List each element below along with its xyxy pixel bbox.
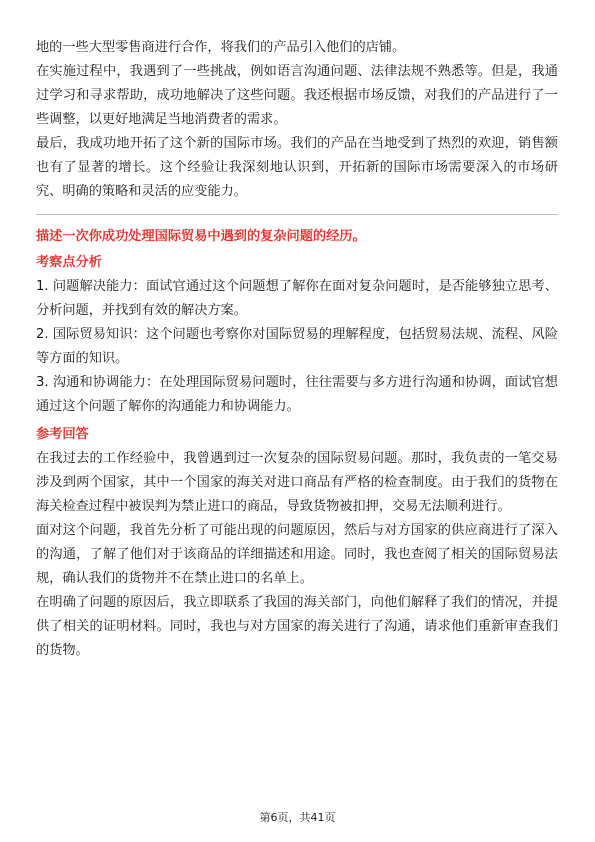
section-divider [36,214,558,215]
page-content [36,36,558,663]
analysis-item-3: 3. 沟通和协调能力：在处理国际贸易问题时，往往需要与多方进行沟通和协调，面试官想通过这个问题了解你的沟通能力和协调能力。 [36,375,558,414]
intro-paragraph-1: 地的一些大型零售商进行合作，将我们的产品引入他们的店铺。 [36,40,406,55]
analysis-item-1: 1. 问题解决能力：面试官通过这个问题想了解你在面对复杂问题时，是否能够独立思考、分析问题，并找到有效的解决方案。 [36,279,558,318]
analysis-heading: 考察点分析 [36,255,102,270]
answer-heading: 参考回答 [36,427,89,442]
question-title: 描述一次你成功处理国际贸易中遇到的复杂问题的经历。 [36,229,366,244]
intro-paragraph-2: 在实施过程中，我遇到了一些挑战，例如语言沟通问题、法律法规不熟悉等。但是，我通过学习和寻求帮助，成功地解决了这些问题。我还根据市场反馈，对我们的产品进行了一些调整，以更好地满足当地消费者的需求。 [36,64,558,127]
page-number-footer: 第6页，共41页 [259,811,336,824]
answer-paragraph-2: 面对这个问题，我首先分析了可能出现的问题原因，然后与对方国家的供应商进行了深入的沟通，了解了他们对于该商品的详细描述和用途。同时，我也查阅了相关的国际贸易法规，确认我们的货物并不在禁止进口的名单上。 [36,523,558,586]
answer-paragraph-3: 在明确了问题的原因后，我立即联系了我国的海关部门，向他们解释了我们的情况，并提供了相关的证明材料。同时，我也与对方国家的海关进行了沟通，请求他们重新审查我们的货物。 [36,595,558,658]
answer-paragraph-1: 在我过去的工作经验中，我曾遇到过一次复杂的国际贸易问题。那时，我负责的一笔交易涉及到两个国家，其中一个国家的海关对进口商品有严格的检查制度。由于我们的货物在海关检查过程中被误判为禁止进口的商品，导致货物被扣押，交易无法顺利进行。 [36,451,558,514]
intro-paragraph-3: 最后，我成功地开拓了这个新的国际市场。我们的产品在当地受到了热烈的欢迎，销售额也有了显著的增长。这个经验让我深刻地认识到，开拓新的国际市场需要深入的市场研究、明确的策略和灵活的应变能力。 [36,136,558,199]
analysis-item-2: 2. 国际贸易知识：这个问题也考察你对国际贸易的理解程度，包括贸易法规、流程、风险等方面的知识。 [36,327,558,366]
